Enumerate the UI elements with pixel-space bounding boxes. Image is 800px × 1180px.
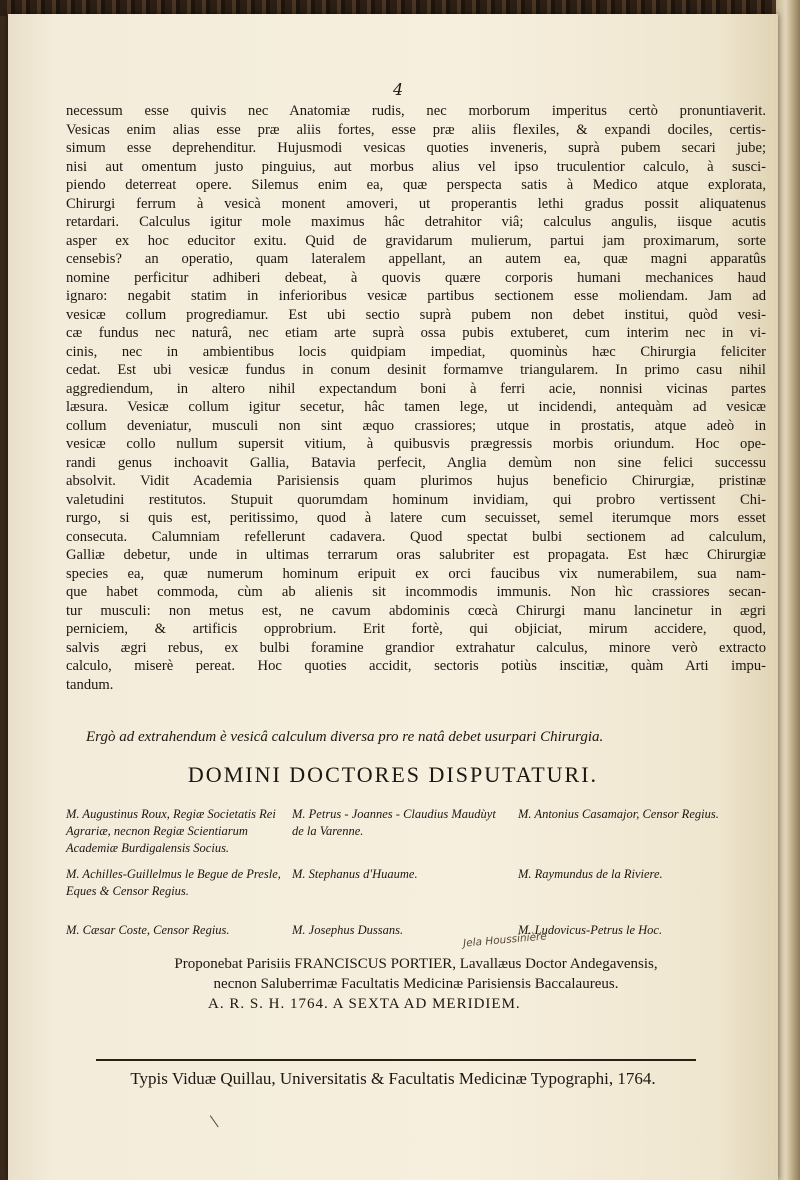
body-line: piendo deterreat opere. Silemus enim ea, quæ perspecta satis à Medico atque explorata,	[66, 177, 766, 193]
body-line: Chirurgi ferrum à vesicà monent amoveri, ut properantis lethi gradus possit aliquatenus	[66, 195, 766, 212]
doctors-heading: DOMINI DOCTORES DISPUTATURI.	[187, 762, 599, 787]
body-line: nomine perficitur adhiberi debeat, à quovis quære corporis humani mechanices haud	[66, 269, 766, 286]
doctors-row	[66, 866, 746, 922]
handwritten-annotation: Jela Houssinière	[462, 930, 548, 950]
divider-rule	[96, 1059, 696, 1061]
doctor-entry: M. Cæsar Coste, Censor Regius.	[66, 923, 230, 937]
body-line: randi genus inchoavit Gallia, Batavia perfecit, Anglia demùm non sine felici successu	[66, 454, 766, 471]
body-paragraph	[66, 102, 766, 694]
body-line: consecuta. Calumniam refellerunt cadavera. Quod spectat bulbi sectionem ad calculum,	[66, 528, 766, 545]
body-line: tur musculi: non metus est, ne cavum abdominis cœcà Chirurgi manu lancinetur in ægri	[66, 602, 766, 619]
body-line: cedat. Est ubi vesicæ fundus in conum desinit formamve triangularem. In primo casu nihil	[66, 362, 766, 378]
presenter-block	[66, 954, 766, 994]
doctors-row	[66, 806, 746, 866]
body-line: censebis? an operatio, quam lateralem appellant, an autem ea, quæ magni apparatûs	[66, 251, 766, 267]
body-line: species ea, quæ numerum hominum eripuit ex orci faucibus vix numerabilem, sua nam-	[66, 565, 766, 582]
doctor-entry: M. Josephus Dussans.	[292, 923, 404, 937]
page-number: 4	[393, 80, 404, 99]
body-line: absolvit. Vidit Academia Parisiensis quam plurimos hujus beneficio Chirurgiæ, pristinæ	[66, 473, 766, 489]
doctor-entry: M. Raymundus de la Riviere.	[518, 867, 663, 881]
printer-imprint: Typis Viduæ Quillau, Universitatis & Facultatis Medicinæ Typographi, 1764.	[130, 1069, 656, 1088]
body-line: aggrediendum, in altero nihil expectandum boni à ferri acie, nonnisi vicinas partes	[66, 380, 766, 397]
body-line: necessum esse quivis nec Anatomiæ rudis, nec morborum imperitus certò pronuntiaverit.	[66, 103, 766, 119]
doctor-entry: M. Ludovicus-Petrus le Hoc.	[518, 923, 663, 937]
document-page	[8, 14, 778, 1180]
presenter-line: necnon Saluberrimæ Facultatis Medicinæ Parisiensis Baccalaureus.	[213, 976, 619, 992]
body-line: vesicæ collum progrediamur. Est ubi sectio suprà pubem non debet institui, quòd vesi-	[66, 306, 766, 323]
body-line: tandum.	[66, 676, 114, 693]
body-line: nisi aut omentum justo pinguius, aut morbus alius vel ipso truculentior calculo, à susci-	[66, 158, 766, 175]
date-line: A. R. S. H. 1764. A SEXTA AD MERIDIEM.	[208, 996, 521, 1012]
body-line: cæ fundus nec naturâ, nec etiam arte suprà ossa pubis extuberet, cum interim nec in vi-	[66, 325, 766, 341]
body-line: valetudini restitutos. Stupuit quorumdam hominum invidiam, qui probro vertissent Chi-	[66, 491, 766, 508]
body-line: Galliæ debetur, unde in ultimas terrarum oras salubriter est propagata. Est hæc Chirurgiæ	[66, 547, 766, 563]
body-line: salvis ægri rebus, ex bulbi foramine grandior extrahatur calculus, minore verò extracto	[66, 639, 766, 656]
body-line: perniciem, & artificis opprobrium. Erit fortè, qui objiciat, mirum accidere, quod,	[66, 621, 766, 637]
conclusion-line: Ergò ad extrahendum è vesicâ calculum diversa pro re natâ debet usurpari Chirurgia.	[86, 729, 604, 745]
body-line: cinis, nec in ambientibus locis quidpiam impediat, quominùs hæc Chirurgia feliciter	[66, 343, 766, 360]
doctors-row	[66, 922, 746, 946]
body-line: asper ex hoc educitor exitu. Quid de gravidarum mulierum, partui jam proximarum, sorte	[66, 232, 766, 249]
body-line: retardari. Calculus igitur mole maximus hâc detrahitor viâ; calculus angulis, iisque acutis	[66, 214, 766, 230]
doctor-entry: M. Augustinus Roux, Regiæ Societatis Rei Agrariæ, necnon Regiæ Scientiarum Academiæ Burdigalensis Socius.	[66, 807, 276, 855]
body-line: rurgo, si quis est, peritissimo, quod à latere cum secuisset, semel iterumque mors esset	[66, 510, 766, 526]
body-line: simum esse deprehenditur. Hujusmodi vesicas quoties inveneris, suprà pubem secari jube;	[66, 140, 766, 156]
body-line: calculo, miserè pereat. Hoc quoties accidit, sectoris potiùs inscitiæ, quàm Arti impu-	[66, 658, 766, 674]
body-line: ignaro: negabit statim in inferioribus vesicæ partibus sectionem esse moliendam. Jam ad	[66, 288, 766, 304]
doctor-entry: M. Antonius Casamajor, Censor Regius.	[518, 807, 719, 821]
presenter-line: Proponebat Parisiis FRANCISCUS PORTIER, Lavallæus Doctor Andegavensis,	[174, 956, 658, 972]
body-line: Vesicas enim alias esse præ aliis fortes, esse præ aliis flexiles, & expandi dociles, certis-	[66, 121, 766, 138]
body-line: vesicæ collo nullum supersit vitium, à quibusvis prægressis morbis oriundum. Hoc ope-	[66, 436, 766, 452]
doctors-list	[66, 806, 746, 946]
doctor-entry: M. Stephanus d'Huaume.	[292, 867, 418, 881]
body-line: collum deveniatur, musculi non sint æquo crassiores; utque in prostatis, atque adeò in	[66, 417, 766, 434]
body-line: læsura. Vesicæ collum igitur secetur, hâc tamen lege, ut incidendi, antequàm ad vesicæ	[66, 399, 766, 415]
body-line: que habet commoda, cùm ab alienis sit incommodis immunis. Non hìc crassiores secan-	[66, 584, 766, 600]
doctor-entry: M. Petrus - Joannes - Claudius Maudùyt de la Varenne.	[292, 807, 496, 838]
doctor-entry: M. Achilles-Guillelmus le Begue de Presle, Eques & Censor Regius.	[66, 867, 281, 898]
ink-mark	[210, 1111, 225, 1128]
book-page-edges	[776, 0, 800, 1180]
